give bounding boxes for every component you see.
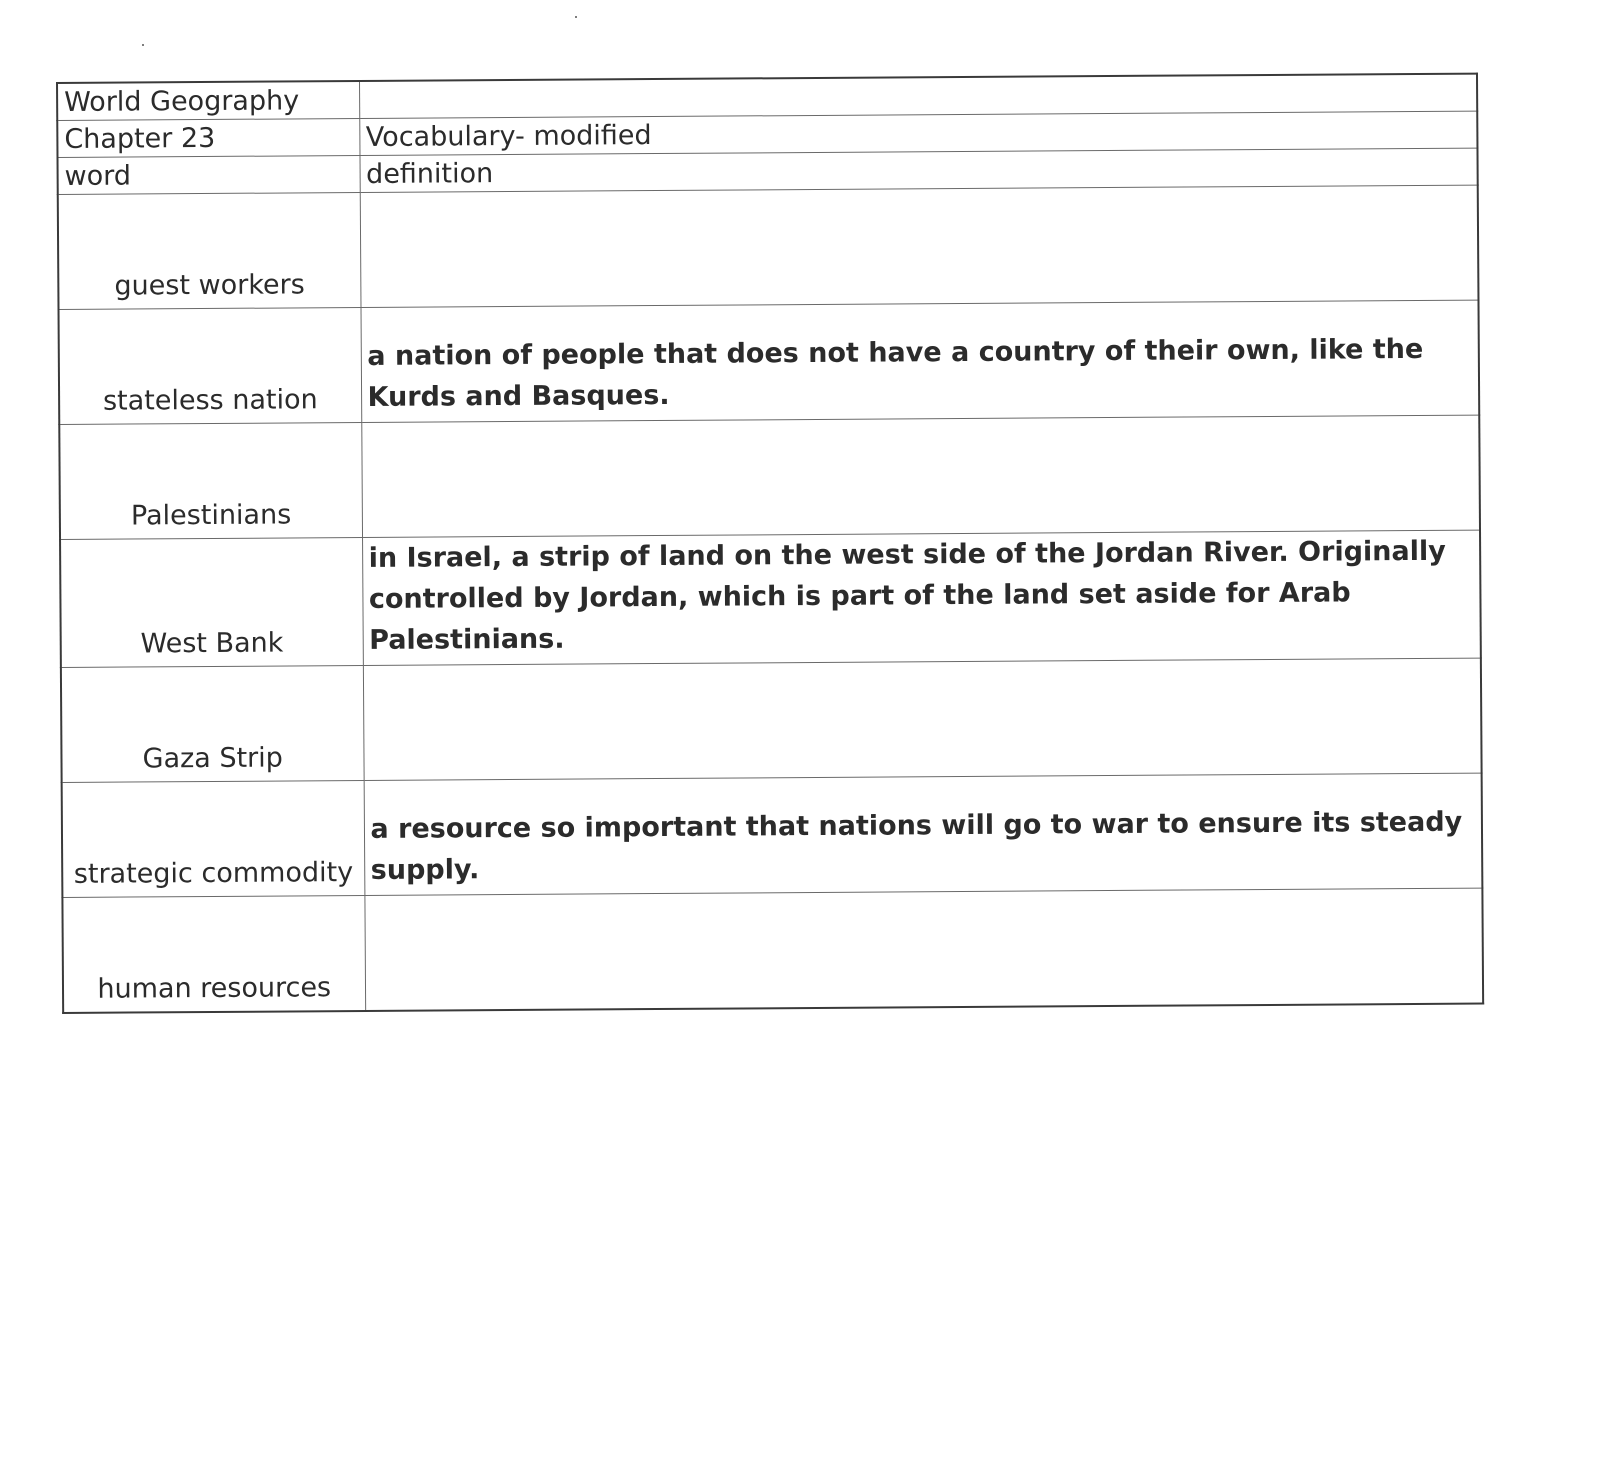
vocab-word: Palestinians — [59, 422, 362, 539]
vocab-definition: in Israel, a strip of land on the west side of the Jordan River. Originally controlled by Jordan, which is part of the land set aside for Arab Palestinians. — [362, 530, 1481, 665]
table-row — [60, 530, 1481, 667]
vocab-word: West Bank — [60, 537, 363, 667]
vocab-definition — [361, 415, 1480, 537]
vocab-word: strategic commodity — [62, 780, 365, 897]
vocab-word: stateless nation — [59, 307, 362, 424]
table-row — [59, 300, 1480, 424]
vocab-word: Gaza Strip — [61, 665, 364, 782]
vocab-definition — [360, 185, 1479, 307]
chapter-label: Chapter 23 — [57, 118, 359, 157]
table-row — [62, 888, 1483, 1013]
vocab-definition: a nation of people that does not have a country of their own, like the Kurds and Basques. — [361, 300, 1480, 422]
column-header-definition: definition — [359, 148, 1477, 192]
vocab-word: human resources — [62, 895, 365, 1013]
table-row — [58, 185, 1479, 309]
scan-speck — [575, 16, 577, 18]
vocab-definition: a resource so important that nations will go to war to ensure its steady supply. — [364, 773, 1483, 895]
worksheet-subtitle: Vocabulary- modified — [359, 111, 1477, 155]
column-header-word: word — [58, 155, 360, 194]
table-row — [59, 415, 1480, 539]
vocab-definition — [363, 658, 1482, 780]
vocab-word: guest workers — [58, 192, 361, 309]
vocab-definition — [364, 888, 1483, 1011]
worksheet — [56, 73, 1482, 1014]
table-row — [61, 658, 1482, 782]
vocabulary-table — [56, 73, 1484, 1014]
scan-speck — [142, 44, 144, 46]
course-title: World Geography — [57, 81, 359, 121]
table-row — [62, 773, 1483, 897]
